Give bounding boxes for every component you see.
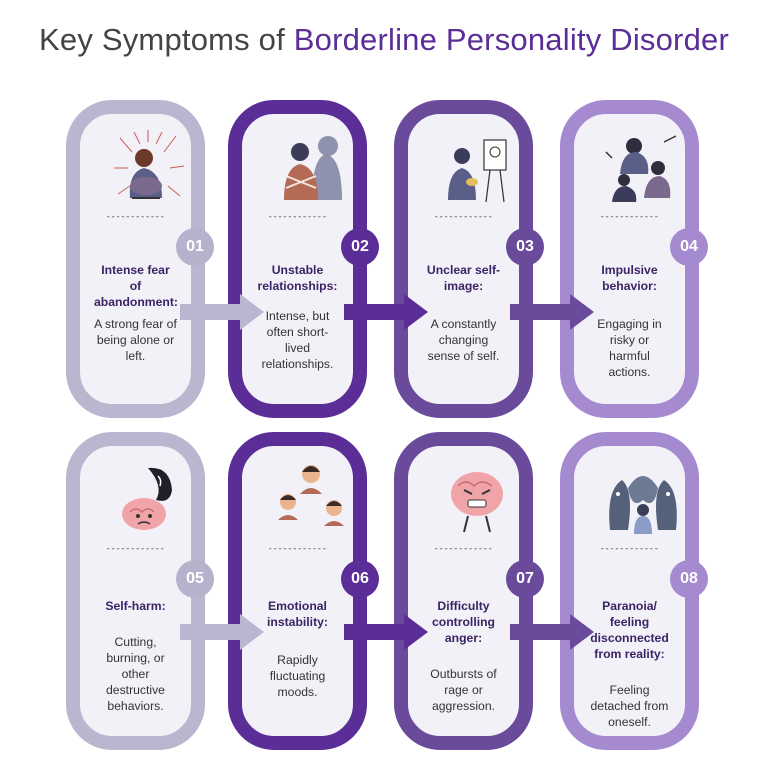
self-harm-illustration: [110, 460, 188, 538]
page-title: [0, 22, 768, 58]
arrow-02-03: [344, 292, 432, 332]
step-label: Difficulty controlling anger:: [432, 599, 495, 645]
step-description: Feeling detached from oneself.: [590, 683, 669, 729]
step-badge-03: 03: [506, 228, 544, 266]
separator-dashes: ------------: [599, 544, 659, 554]
arrow-01-02: [180, 292, 268, 332]
arrow-05-06: [180, 612, 268, 652]
step-badge-08: 08: [670, 560, 708, 598]
step-description: Intense, but often short-lived relationships.: [261, 309, 334, 371]
step-badge-07: 07: [506, 560, 544, 598]
step-label: Paranoia/ feeling disconnected from reality:: [590, 599, 669, 661]
step-description: Engaging in risky or harmful actions.: [597, 317, 662, 379]
step-description: A strong fear of being alone or left.: [94, 317, 177, 363]
impulsive-illustration: [604, 128, 682, 206]
emotions-illustration: [272, 460, 350, 538]
step-badge-04: 04: [670, 228, 708, 266]
step-description: Rapidly fluctuating moods.: [269, 653, 326, 699]
arrow-03-04: [510, 292, 598, 332]
title-prefix: Key Symptoms of: [39, 22, 294, 57]
step-badge-05: 05: [176, 560, 214, 598]
step-label: Unstable relationships:: [257, 263, 338, 293]
step-label: Self-harm:: [105, 599, 166, 613]
step-badge-01: 01: [176, 228, 214, 266]
step-label: Intense fear of abandonment:: [94, 263, 178, 309]
relationships-illustration: [272, 128, 350, 206]
step-label: Impulsive behavior:: [601, 263, 658, 293]
title-accent: Borderline Personality Disorder: [293, 22, 729, 57]
separator-dashes: ------------: [105, 212, 165, 222]
step-description: Cutting, burning, or other destructive behaviors.: [106, 635, 165, 713]
paranoia-illustration: [604, 460, 682, 538]
separator-dashes: ------------: [433, 212, 493, 222]
step-label: Emotional instability:: [267, 599, 328, 629]
step-badge-06: 06: [341, 560, 379, 598]
step-description: A constantly changing sense of self.: [427, 317, 500, 363]
separator-dashes: ------------: [267, 544, 327, 554]
self-image-illustration: [438, 128, 516, 206]
arrow-07-08: [510, 612, 598, 652]
step-label: Unclear self-image:: [426, 263, 501, 293]
separator-dashes: ------------: [105, 544, 165, 554]
separator-dashes: ------------: [599, 212, 659, 222]
step-description: Outbursts of rage or aggression.: [430, 667, 497, 713]
arrow-06-07: [344, 612, 432, 652]
step-badge-02: 02: [341, 228, 379, 266]
abandonment-illustration: [110, 128, 188, 206]
separator-dashes: ------------: [267, 212, 327, 222]
anger-illustration: [438, 460, 516, 538]
separator-dashes: ------------: [433, 544, 493, 554]
